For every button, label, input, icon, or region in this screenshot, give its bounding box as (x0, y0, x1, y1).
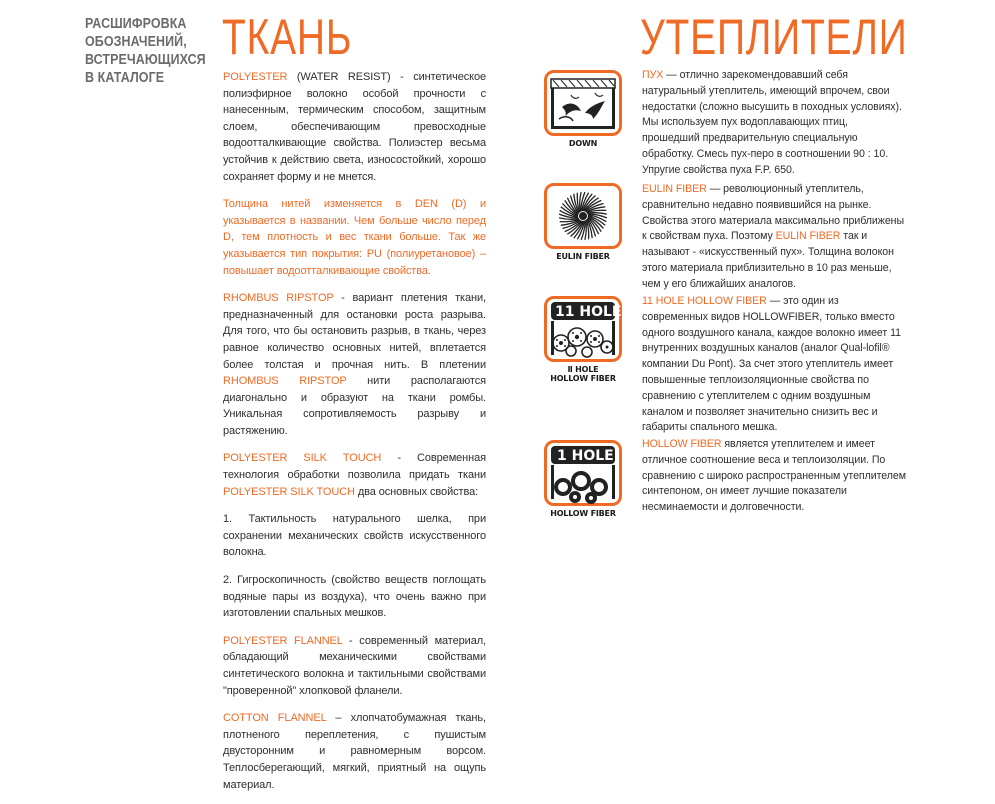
paragraph-text: нити располагаются диагонально и образуют на ткани ромбы. Уникальная сопротивляемость разрыву и растяжению. (223, 375, 486, 437)
paragraph-text: - вариант плетения ткани, предназначенный для остановки роста разрыва. Для того, что бы остановить разрыв, в ткань, через равное количество основных нитей, вплетается более толстая и прочная нить. В плетении (223, 292, 486, 371)
property-item-1: 1. Тактильность натурального шелка, при сохранении механических свойств искусственного волокна. (223, 513, 486, 559)
rhombus-ripstop-paragraph (223, 290, 486, 439)
thread-thickness-note: Толщина нитей изменяется в DEN (D) и указывается в названии. Чем больше число перед D, тем плотность и вес ткани больше. Так же указывается тип покрытия: PU (полиуретановое) – повышает водоотталкивающие свойства. (223, 198, 486, 277)
keyword: EULIN FIBER (642, 183, 707, 195)
keyword: ПУХ (642, 69, 664, 81)
paragraph-text: - современный материал, обладающий механическими свойствами синтетического волокна и тактильными свойствами "проверенной" хлопковой фланели. (223, 634, 486, 697)
silk-touch-paragraph (223, 450, 486, 500)
property-item-2: 2. Гигроскопичность (свойство веществ поглощать водяные пары из воздуха), что очень важно при изготовлении спальных мешков. (223, 574, 486, 620)
paragraph-text: так и называют - «искусственный пух». Толщина волокон этого материала приблизительно в 10 раз меньше, чем у его ближайших аналогов. (642, 230, 894, 290)
heading-line: РАСШИФРОВКА (85, 16, 187, 32)
keyword: COTTON FLANNEL (223, 712, 327, 725)
insulation-section-title: УТЕПЛИТЕЛИ (640, 9, 908, 65)
eulin-fiber-icon (544, 183, 622, 261)
paragraph-text: — революционный утеплитель, сравнительно недавно появившийся на рынке. Свойства этого материала максимально приближены к свойствам пуха. Поэтому (642, 183, 905, 243)
keyword: 11 HOLE HOLLOW FIBER (642, 295, 767, 307)
heading-line: В КАТАЛОГЕ (85, 70, 165, 86)
catalog-legend-heading (85, 15, 206, 87)
paragraph-text: два основных свойства: (354, 485, 479, 498)
keyword: HOLLOW FIBER (642, 438, 722, 450)
keyword: EULIN FIBER (775, 230, 841, 243)
icon-label: EULIN FIBER (556, 252, 610, 261)
keyword: RHOMBUS RIPSTOP (223, 375, 347, 388)
hollow-fiber-description (642, 437, 907, 516)
down-feather-icon (544, 70, 622, 148)
polyester-paragraph (223, 69, 486, 185)
paragraph-text: — отлично зарекомендовавший себя натуральный утеплитель, имеющий впрочем, свои недостатки (сложно высушить в походных условиях). Мы используем пух водоплавающих птиц, прошедший предварительную специальную обработку. Смесь пух-перо в соотношении 90 : 10. Упругие свойства пуха F.P. 650. (642, 69, 902, 176)
paragraph-text: — это один из современных видов HOLLOWFIBER, только вместо одного воздушного канала, каждое волокно имеет 11 внутренних воздушных каналов (аналог Qual-lofil® компании Du Pont). За счет этого утеплитель имеет повышенные теплоизоляционные свойства по сравнению с утеплителем с одним воздушным каналом и позволяет значительно снизить вес и габариты спального мешка. (642, 295, 902, 434)
fabric-section-title: ТКАНЬ (222, 9, 353, 65)
11-hole-hollowfiber-icon (544, 296, 622, 383)
paragraph-text: (WATER RESIST) - синтетическое полиэфирное волокно особой прочности с нанесенным, термическим способом, защитным слоем, обеспечивающим превосходные водоотталкивающие свойства. Полиэстер весьма устойчив к действию света, износостойкий, хорошо сохраняет форму и не мнется. (223, 71, 486, 183)
1-hole-hollowfiber-icon (544, 440, 622, 518)
paragraph-text: – хлопчатобумажная ткань, плотненого переплетения, с пушистым двусторонним и равномерным ворсом. Теплосберегающий, мягкий, приятный на ощупь материал. (223, 712, 486, 791)
icon-label (544, 365, 622, 383)
keyword: RHOMBUS RIPSTOP (223, 292, 334, 305)
down-description (642, 68, 907, 179)
cotton-flannel-paragraph (223, 710, 486, 793)
keyword: POLYESTER SILK TOUCH (223, 485, 355, 498)
heading-line: ОБОЗНАЧЕНИЙ, (85, 34, 187, 50)
icon-label-line: HOLLOW FIBER (550, 374, 616, 383)
badge-text: 1 HOLE (557, 448, 614, 464)
paragraph-text: является утеплителем и имеет отличное соотношение веса и теплоизоляции. По сравнению с широко распространенным утеплителем синтепоном, он имеет лучшие показатели несминаемости и долговечности. (642, 438, 906, 514)
11-hole-description (642, 294, 907, 436)
badge-text: 11 HOLE (555, 304, 622, 320)
fabric-column (223, 69, 486, 804)
eulin-fiber-description (642, 182, 907, 293)
polyester-flannel-paragraph (223, 633, 486, 699)
keyword: POLYESTER SILK TOUCH (223, 452, 382, 465)
icon-label-line: Ⅱ HOLE (567, 365, 599, 374)
heading-line: ВСТРЕЧАЮЩИХСЯ (85, 52, 206, 68)
paragraph-text: - Современная технология обработки позволила придать ткани (223, 452, 487, 482)
keyword: POLYESTER FLANNEL (223, 634, 343, 647)
icon-label: HOLLOW FIBER (550, 509, 616, 518)
icon-label: DOWN (568, 139, 598, 148)
keyword: POLYESTER (223, 71, 288, 83)
